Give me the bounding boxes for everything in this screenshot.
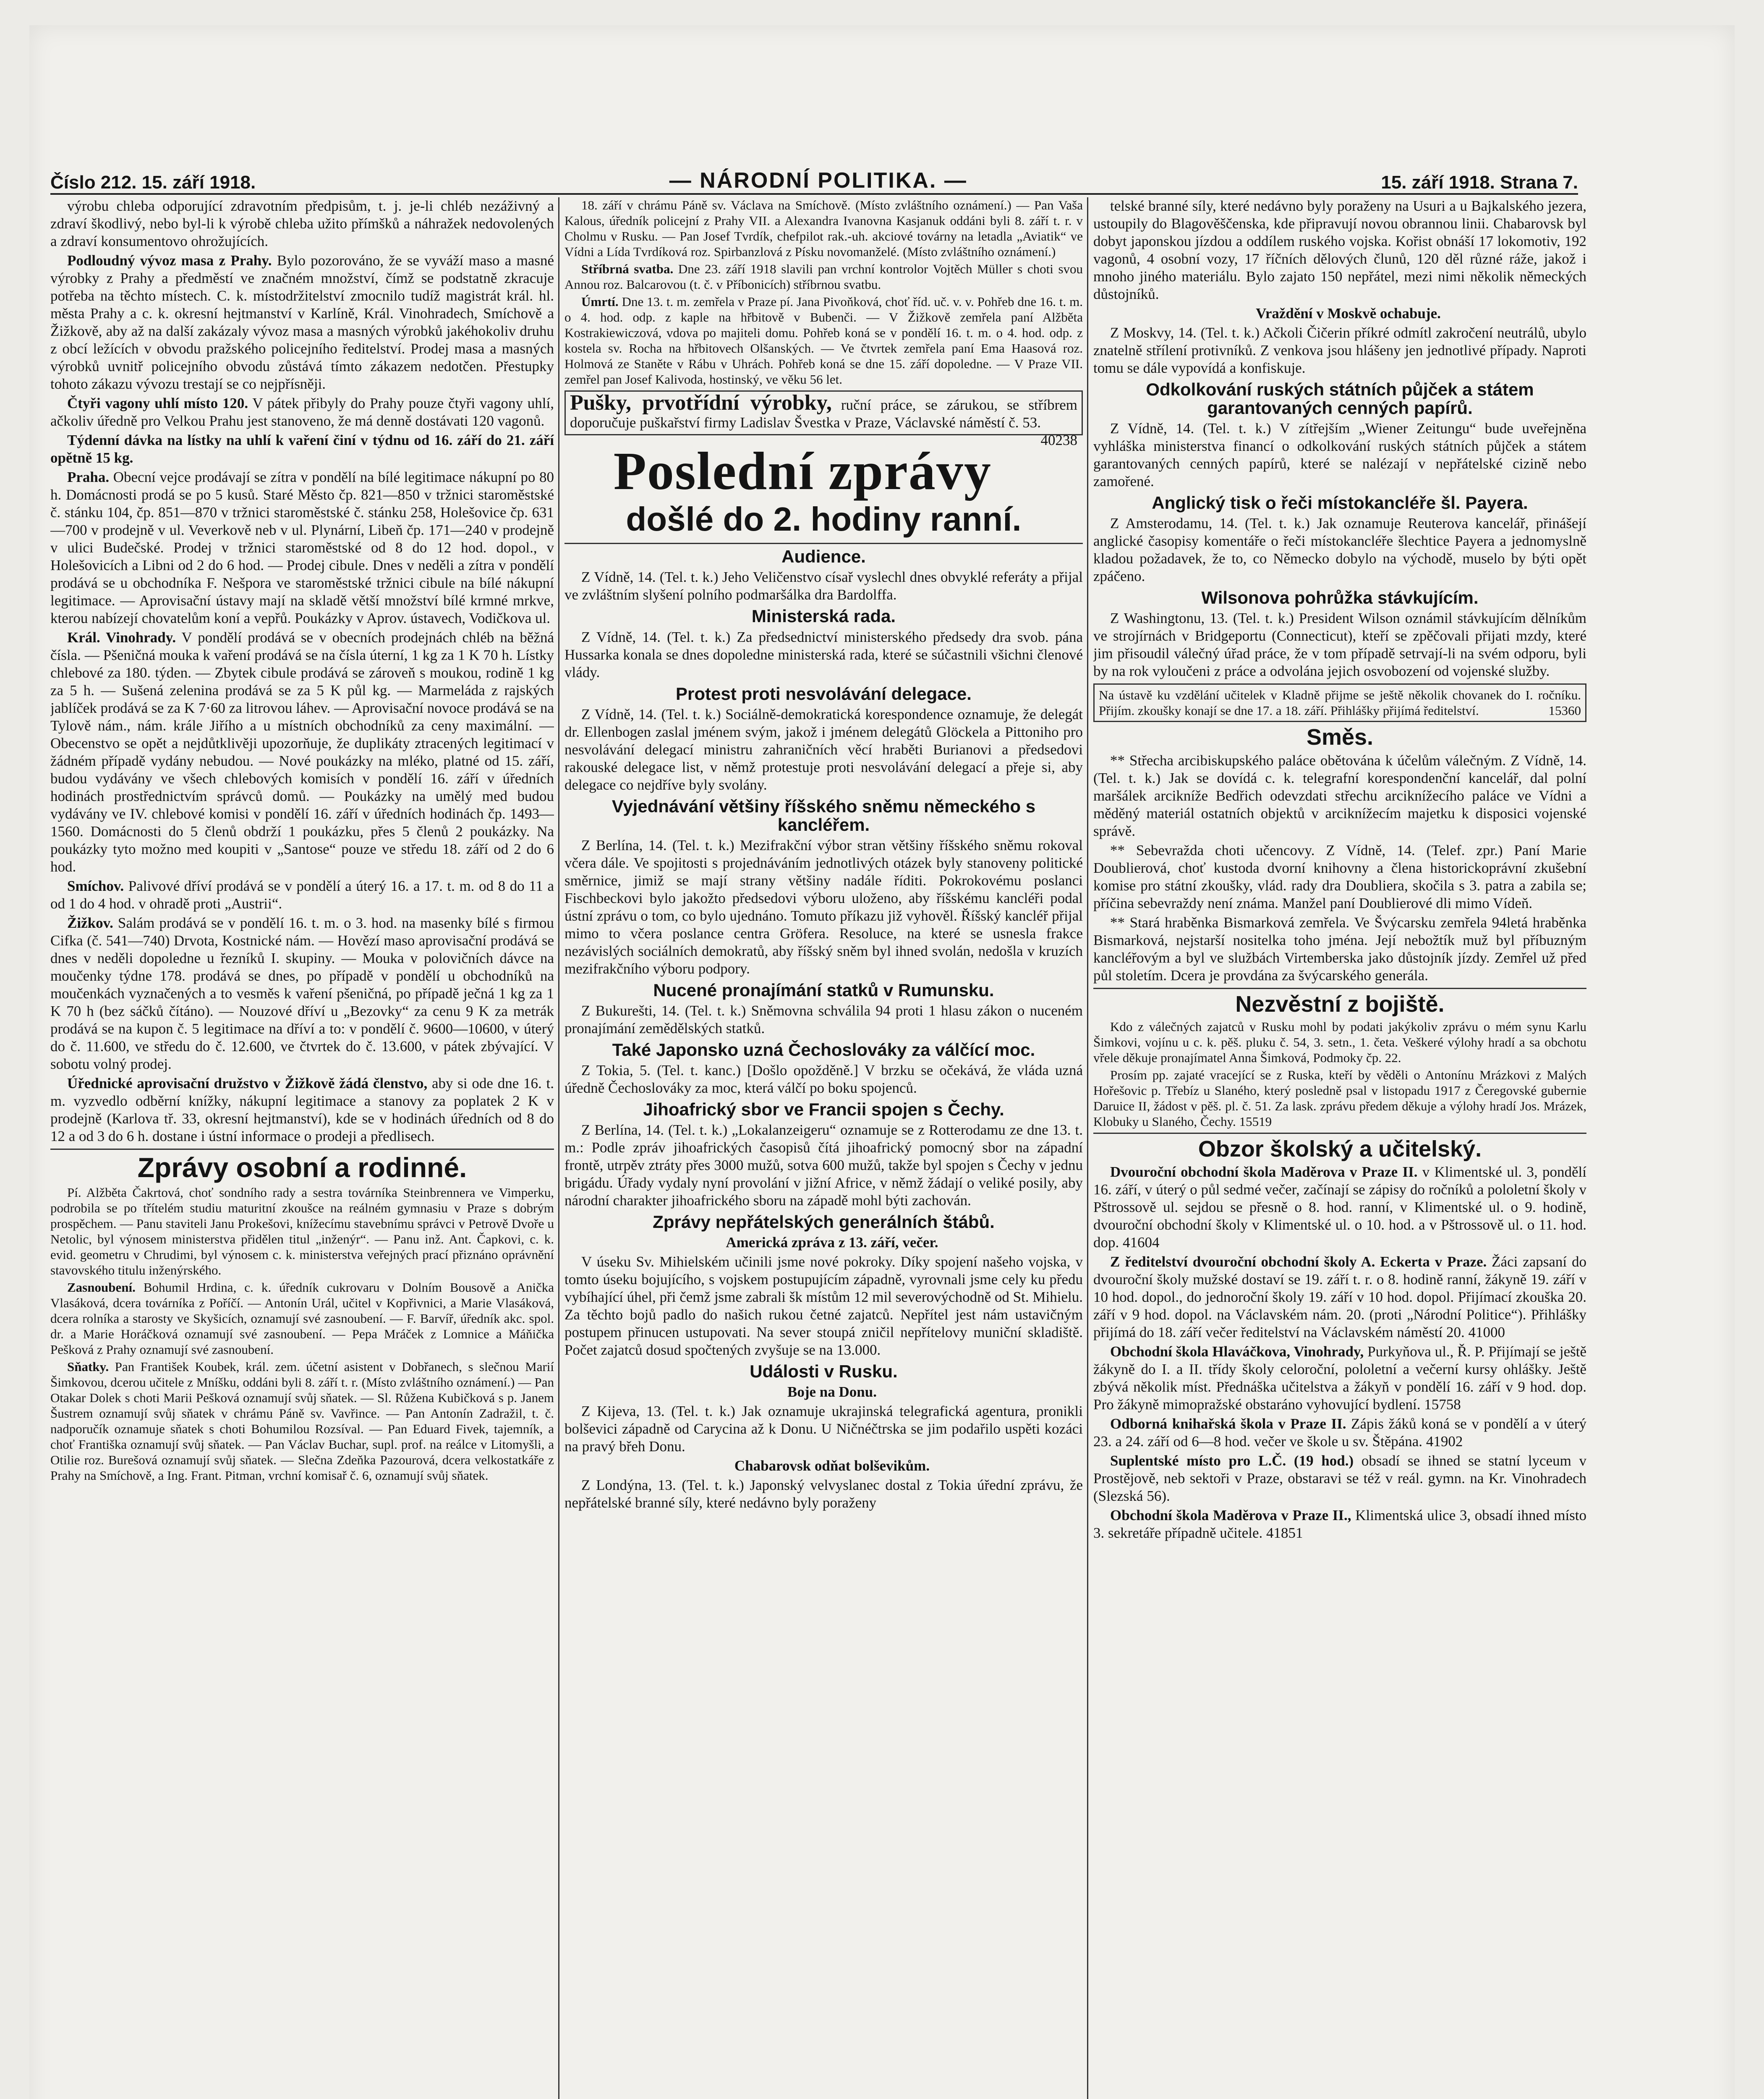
- article-text: ** Sebevražda choti učencovy. Z Vídně, 14. (Telef. zpr.) Paní Marie Doublierová, choť kustoda dvorní knihovny a člena historickoprávní zkušební komise pro státní zkoušky, vlád. rady dra Doubliera, skočila s 3. patra a zabila se; příčina sebevraždy není známa. Manžel paní Doublierové dli mimo Vídeň.: [1093, 842, 1586, 912]
- article-text: Z Vídně, 14. (Tel. t. k.) V zítřejším „Wiener Zeitungu“ bude uveřejněna vyhláška ministerstva financí o odkolkování ruských státních půjček a státem garantovaných cenných papírů, které se nalézají v nepřátelské cizině nebo zamořené.: [1093, 420, 1586, 490]
- subheading: Týdenní dávka na lístky na uhlí k vaření činí v týdnu od 16. září do 21. září opětně 15 kg.: [50, 432, 554, 466]
- divider: [1093, 988, 1586, 989]
- subheading: Čtyři vagony uhlí místo 120.: [67, 395, 248, 411]
- subheading: Zasnoubení.: [67, 1280, 136, 1295]
- ad-code: 15758: [1424, 1396, 1461, 1413]
- subheading: Americká zpráva z 13. září, večer.: [726, 1234, 938, 1251]
- column-3: [1093, 197, 1586, 2099]
- article-text: telské branné síly, které nedávno byly poraženy na Usuri a u Bajkalského jezera, ustoupily do Blagověščenska, kde připravují novou obrannou linii. Chabarovsk byl dobyt japonskou jízdou a oddílem ruského vojska. Kořist obnáší 17 lokomotiv, 192 vagonů, 4 osobní vozy, 17 říčních dělových člunů, 120 děl různé ráže, jakož i mnoho jiného materiálu. Bylo zajato 150 nepřátel, mezi nimi několik německých důstojníků.: [1093, 198, 1586, 302]
- article-text: Z Kijeva, 13. (Tel. t. k.) Jak oznamuje ukrajinská telegrafická agentura, pronikli bolševici západně od Carycina až k Donu. U Ničnéčtrska se jim podařilo uspěti kozáci na pravý břeh Donu.: [564, 1403, 1083, 1455]
- headline: Vyjednávání většiny říšského sněmu německého s kancléřem.: [612, 796, 1036, 835]
- article-text: Z Vídně, 14. (Tel. t. k.) Jeho Veličenstvo císař vyslechl dnes obvyklé referáty a přijal ve zvláštním slyšení polního podmaršálka dra Bardolffa.: [564, 569, 1083, 603]
- ad-code: 41851: [1266, 1525, 1303, 1542]
- ad-code: 41000: [1468, 1324, 1505, 1341]
- article-text: ** Střecha arcibiskupského paláce obětována k účelům válečným. Z Vídně, 14. (Tel. t. k.) Jak se dovídá c. k. telegrafní korespondenční kancelář, dal polní maršálek arcikníže Bedřich odevzdati střechu arciknížecího paláce ve Vídni a měděný materiál ostatních objektů v arciknížecím majetku k disposici vojenské správě.: [1093, 752, 1586, 840]
- headline: Události v Rusku.: [750, 1361, 898, 1382]
- headline: Ministerská rada.: [751, 606, 896, 626]
- article-text: Z Tokia, 5. (Tel. t. kanc.) [Došlo opožděně.] V brzku se očekává, že vláda uzná úředně Čechoslováky za moc, která válčí po boku spojenců.: [564, 1062, 1083, 1097]
- article-text: Z Berlína, 14. (Tel. t. k.) Mezifrakční výbor stran většiny říšského sněmu rokoval včera dále. Ve spojitosti s projednáváním jednotlivých otázek byly stanoveny politické směrnice, jimiž se mají strany většiny nadále říditi. Pokrokovému poslanci Fischbeckovi bylo jakožto předsedovi výboru uloženo, aby říšskému kancléři podal ústní zprávu o tom, co bylo ujednáno. Tomuto příkazu již vyhověl. Říšský kancléř přijal mimo to včera poslance centra Gröfera. Resoluce, na které se usnesla frakce nezávislých sociálních demokratů, aby říšský sněm byl ihned svolán, nedošla v kruzích mezifrakčního výboru podpory.: [564, 837, 1083, 977]
- article-text: 18. září v chrámu Páně sv. Václava na Smíchově. (Místo zvláštního oznámení.) — Pan Vaša Kalous, úředník policejní z Prahy VII. a Alexandra Ivanovna Kasjanuk oddáni byli 8. září t. r. v Cholmu v Rusku. — Pan Josef Tvrdík, chefpilot rak.-uh. akciové továrny na letadla „Aviatik“ ve Vídni a Lída Tvrdíková roz. Spirbanzlová z Písku novomanželé. (Místo zvláštního oznámení.): [564, 198, 1083, 259]
- masthead-page: 15. září 1918. Strana 7.: [1381, 172, 1578, 193]
- headline: Audience.: [781, 547, 866, 567]
- article-text: V pátek přibyly do Prahy pouze čtyři vagony uhlí, ačkoliv úředně pro Velkou Prahu jest stanoveno, že má denně dostávati 120 vagonů.: [50, 395, 554, 429]
- subheading: Sňatky.: [67, 1359, 109, 1374]
- divider: [1093, 1133, 1586, 1134]
- article-text: Purkyňova ul., Ř. P. Přijímají se ještě žákyně do I. a II. třídy školy celoroční, pololetní a večerní kursy ohlášky. Ještě zbývá několik míst. Přednáška učitelstva a žákyň v pondělí 16. září v 9 hod. dop. Pro žákyně mimopražské obstaráno vyhovující bydlení.: [1093, 1343, 1586, 1413]
- article-text: Dne 13. t. m. zemřela v Praze pí. Jana Pivoňková, choť říd. uč. v. v. Pohřeb dne 16. t. m. o 4. hod. odp. z kaple na hřbitově v Bubenči. — V Žižkově zemřela paní Alžběta Kostrakiewiczová, vdova po majiteli domu. Pohřeb koná se v pondělí 16. t. m. o 4. hod. odp. z kostela sv. Rocha na hřbitovech Olšanských. — Ve čtvrtek zemřela paní Ema Haasová roz. Holmová ze Staněte v Rábu v Uhrách. Pohřeb koná se dne 15. září dopoledne. — V Praze VII. zemřel pan Josef Kalivoda, hostinský, ve věku 56 let.: [564, 294, 1083, 387]
- subheading: Obchodní škola Maděrova v Praze II.,: [1110, 1507, 1351, 1524]
- subheading: Odborná knihařská škola v Praze II.: [1110, 1416, 1346, 1432]
- subheading: Vraždění v Moskvě ochabuje.: [1256, 305, 1441, 322]
- headline: Anglický tisk o řeči místokancléře šl. Payera.: [1152, 493, 1528, 513]
- article-text: Z Washingtonu, 13. (Tel. t. k.) President Wilson oznámil stávkujícím dělníkům ve strojírnách v Bridgeportu (Connecticut), kteří se zpěčovali přijati mzdy, které jim přisoudil válečný úřad práce, že v tom případě setrvají-li na svém odporu, byli by na rok vyloučeni z práce a odvolána jejich osvobození od vojenské služby.: [1093, 610, 1586, 680]
- article-text: Pan František Koubek, král. zem. účetní asistent v Dobřanech, s slečnou Marií Šimkovou, dcerou učitele z Mníšku, oddáni byli 8. září t. r. (Místo zvláštního oznámení.) — Pan Otakar Dolek s choti Marii Pešková oznamují svůj sňatek. — Sl. Růžena Kubičková s p. Janem Šustrem oznamují svůj sňatek v chrámu Páně sv. Vavřince. — Pan Antonín Zadražil, t. č. nadporučík oznamuje sňatek s choti Bohumilou Rozsíval. — Pan Eduard Fivek, tajemník, a choť Františka oznamují svůj sňatek. — Pan Václav Buchar, supl. prof. na reálce v Litomyšli, a Otilie roz. Burešová oznamují svůj sňatek. — Slečna Zdeňka Pazourová, dcera velkostatkáře z Prahy na Smíchově, a Ing. Frant. Pitman, vrchní komisař č. 6, oznamují svůj sňatek.: [50, 1359, 554, 1483]
- column-2: [564, 197, 1083, 2099]
- article-text: v Klimentské ul. 3, pondělí 16. září, v úterý o půl sedmé večer, začínají se zápisy do ročníků a pololetní školy v Pštrossově ul. sejdou se přesně o 8. hod. ranní, v Klimentské ul. o 9. hodině, dvouroční obchodní školy v Klimentské ul. o 10. hod. a v Pštrossově ul. o 11. hod. dop.: [1093, 1164, 1586, 1251]
- ad-text: ruční práce, se zárukou, se stříbrem doporučuje puškařství firmy Ladislav Švestka v Praze, Václavské náměstí č. 53.: [570, 397, 1078, 431]
- masthead-title: — NÁRODNÍ POLITIKA. —: [669, 168, 967, 193]
- divider: [50, 1149, 554, 1150]
- article-text: Z Vídně, 14. (Tel. t. k.) Sociálně-demokratická korespondence oznamuje, že delegát dr. Ellenbogen zaslal jménem svým, jakož i jménem delegátů Glöckela a Pittoniho pro nesvolávání delegací ministru zahraničních věcí hraběti Burianovi a předsedovi rakouské delegace list, v němž protestuje proti nesvolávání delegací a přeje si, aby delegace co nejdříve byly svolány.: [564, 706, 1083, 793]
- column-rule: [1087, 197, 1088, 2099]
- article-text: Obecní vejce prodávají se zítra v pondělí na bílé legitimace nákupní po 80 h. Domácnosti prodá se po 5 kusů. Staré Město čp. 821—850 v tržnici staroměstské č. stánku 104, čp. 851—870 v tržnici staroměstské č. stánku 258, Holešovice čp. 631—700 v prodejně v ul. Veverkově neb v ul. Plynární, Libeň čp. 171—240 v prodejně v ulici Budečské. Prodej v tržnici staroměstské od 8 do 12 hod. dopol., v Holešovicích a Libni od 2 do 6 hod. — Prodej cibule. Dnes v neděli a zítra v pondělí prodává se u obchodníka F. Nešpora ve staroměstské tržnici cibule na bílé nákupní legitimace. — Aprovisační ústavy mají na skladě větší množství bílé krmné mrkve, kterou nabízejí chovatelům koní a vepřů. Poukázky v Aprov. ústavech, Vodičkova ul.: [50, 469, 554, 626]
- section-heading: Směs.: [1306, 725, 1374, 750]
- headline: Protest proti nesvolávání delegace.: [676, 683, 972, 704]
- notice-box: [1093, 683, 1586, 722]
- subheading: Podloudný vývoz masa z Prahy.: [67, 252, 272, 269]
- headline: Odkolkování ruských státních půjček a státem garantovaných cenných papírů.: [1146, 379, 1534, 418]
- article-text: aby si ode dne 16. t. m. vyzvedlo odběrní knížky, nákupní legitimace a stanovy za poplatek 2 K v prodejně (Karlova tř. 33, okresní hejtmanství), kde se v hodinách úředních od 8 do 12 a od 3 do 6 h. dostane i ústní informace o prodeji a předlisech.: [50, 1075, 554, 1144]
- column-1: [50, 197, 554, 2099]
- notice-text: Na ústavě ku vzdělání učitelek v Kladně přijme se ještě několik chovanek do I. ročníku. Přijím. zkoušky konají se dne 17. a 18. září. Přihlášky přijímá ředitelství.: [1099, 688, 1581, 718]
- article-text: Pí. Alžběta Čakrtová, choť sondního rady a sestra továrníka Steinbrennera ve Vimperku, podrobila se po třítelém studiu maturitní zkoušce na reálném gymnasiu v Praze s dobrým prospěchem. — Panu staviteli Janu Prokešovi, knížecímu stavebnímu správci v Petrově Dvoře u Netolic, byl výnosem ministerstva přidělen titul „inženýr“. — Panu inž. Ant. Čapkovi, c. k. evid. geometru v Chrudimi, byl výnosem c. k. ministerstva veřejných prací přiznáno oprávnění stavovského titulu inženýrského.: [50, 1185, 554, 1278]
- subheading: Stříbrná svatba.: [581, 262, 674, 276]
- section-heading: Obzor školský a učitelský.: [1198, 1136, 1482, 1162]
- article-text: Salám prodává se v pondělí 16. t. m. o 3. hod. na masenky bílé s firmou Cifka (č. 541—740) Drvota, Kostnické nám. — Hovězí maso aprovisační prodává se dnes v neděli dopoledne u řezníků I. skupiny. — Mouka v polovičních dávce na moučenky týdne 178. prodává se dnes, po případě v pondělí u obchodníků na moučenkách vyznačených a to vesměs k vaření pšeničná, po případě ječná 1 kg za 1 K 70 h (bez sáčků čítáno). — Nouzové dříví u „Bezovky“ za cenu 9 K za metrák prodává se na kupon č. 5 legitimace na dříví a to: v pondělí č. 9600—10600, v úterý do č. 11.600, ve středu do č. 12.600, ve čtvrtek do č. 13.600, v pátek zbývající. V sobotu volný prodej.: [50, 915, 554, 1072]
- article-text: Z Londýna, 13. (Tel. t. k.) Japonský velvyslanec dostal z Tokia úřední zprávu, že nepřátelské branné síly, které nedávno byly poraženy: [564, 1477, 1083, 1511]
- headline: Jihoafrický sbor ve Francii spojen s Čechy.: [643, 1099, 1004, 1120]
- subheading: Dvouroční obchodní škola Maděrova v Praze II.: [1110, 1164, 1418, 1180]
- article-text: Prosím pp. zajaté vracející se z Ruska, kteří by věděli o Antonínu Mrázkovi z Malých Hořešovic p. Třebíz u Slaného, který posledně psal v listopadu 1917 z Čeregovské gubernie Daruice II, žádost v pěš. pl. č. 51. Za lask. zprávu předem děkuje a výlohy hradí Jos. Mrázek, Klobuky u Slaného, Čechy.: [1093, 1067, 1586, 1129]
- article-text: V úseku Sv. Mihielském učinili jsme nové pokroky. Díky spojení našeho vojska, v tomto úseku bojujícího, s vojskem postupujícím západně, vyrovnali jsme cely ku předu vybíhající úhel, při čemž jsme zabrali šk místům 12 mil severovýchodně od St. Mihielu. Za těchto bojů padlo do našich rukou četné zajatců. Nepřítel jest nám ustavičným postupem přinucen ustupovati. Na sever stoupá zničil nepřítelovy muniční skladiště. Počet zajatců dosud spočtených zvyšuje se na 13.000.: [564, 1254, 1083, 1358]
- article-text: Bohumil Hrdina, c. k. úředník cukrovaru v Dolním Bousově a Anička Vlasáková, dcera továrníka z Poříčí. — Antonín Urál, učitel v Kopřivnici, a Marie Vlasáková, dcera rolníka a starosty ve Skyšicích, oznamují své zasnoubení. — F. Barvíř, úředník akc. spol. dr. a Marie Horáčková oznamují své zasnoubení. — Pepa Mráček z Lomnice a Máňička Pešková z Prahy oznamují své zasnoubení.: [50, 1280, 554, 1357]
- subheading: Praha.: [67, 469, 110, 485]
- masthead-issue: Číslo 212. 15. září 1918.: [50, 172, 256, 193]
- divider: [564, 543, 1083, 544]
- article-text: Klimentská ulice 3, obsadí ihned místo 3. sekretáře případně učitele.: [1093, 1507, 1586, 1542]
- ad-code: 40238: [1040, 432, 1077, 448]
- subheading: Boje na Donu.: [787, 1384, 877, 1400]
- column-rule: [558, 197, 559, 2099]
- article-text: Z Berlína, 14. (Tel. t. k.) „Lokalanzeigeru“ oznamuje se z Rotterodamu ze dne 13. t. m.: Podle zpráv jihoafrických časopisů čítá jihoafrický pomocný sbor na západní frontě, utrpěv ztráty přes 3000 mužů, sotva 600 mužů, takže byl spojen s Čechy v jednu brigádu. Úřady vydaly nyní provolání v jižní Africe, v němž žádají o veliké posily, aby národní charakter jihoafrického sboru na západě mohl býti zachován.: [564, 1122, 1083, 1209]
- article-text: V pondělí prodává se v obecních prodejnách chléb na běžná čísla. — Pšeničná mouka k vaření prodává se na čísla úterní, 1 kg za 1 K 70 h. Lístky chlebové za 180. týden. — Zbytek cibule prodává se zároveň s moukou, rodině 1 kg za 5 h. — Sušená zelenina prodává se za 5 K půl kg. — Marmeláda z rajských jablíček prodává se za K 7·60 za litrovou láhev. — Aprovisační novoce prodává se na Tylově nám., nám. krále Jiřího a u místních obchodníků za ceny maximální. — Obecenstvo se opět a nejdůtklivěji upozorňuje, že duplikáty ztracených legitimací v žádném případě vydány nebudou. — Nové poukázky na mléko, platné od 15. září, budou vydávány ve všech chlebových komisích v pondělí 16. září v úředních hodinách prostřednictvím správců domů. — Poukázky na umělý med budou vydávány ve IV. chlebové komisi v pondělí 16. září v úředních hodinách čp. 1493—1560. Domácnosti do 5 členů obdrží 1 poukázku, přes 5 členů 2 poukázky. Na poukázky tyto možno med koupiti v „Santose“ pouze ve středu 18. září od 2 do 6 hod.: [50, 629, 554, 875]
- article-text: Z Moskvy, 14. (Tel. t. k.) Ačkoli Čičerin příkré odmítl zakročení neutrálů, ubylo znatelně střílení protivníků. Z venkova jsou hlášeny jen jednotlivé případy. Naproti tomu se dále vypovídá a konfiskuje.: [1093, 325, 1586, 376]
- article-text: Z Amsterodamu, 14. (Tel. t. k.) Jak oznamuje Reuterova kancelář, přinášejí anglické časopisy komentáře o řeči místokancléře šlechtice Payera a jednomyslně kladou požadavek, že to, co Německo dobylo na východě, muselo by býti opět zpáčeno.: [1093, 515, 1586, 585]
- advertisement: [564, 390, 1083, 448]
- subheading: Chabarovsk odňat bolševikům.: [734, 1458, 930, 1474]
- late-news-banner: Poslední zprávy: [613, 441, 992, 501]
- headline: Také Japonsko uzná Čechoslováky za válčící moc.: [612, 1039, 1035, 1060]
- ad-code: 41902: [1426, 1433, 1463, 1450]
- section-heading: Zprávy osobní a rodinné.: [137, 1152, 467, 1183]
- article-text: Kdo z válečných zajatců v Rusku mohl by podati jakýkoliv zprávu o mém synu Karlu Šimkovi, vojínu u c. k. pěš. pluku č. 54, 3. setn., 1. četa. Veškeré výlohy hradí a sa obchotu vřele děkuje pronajímatel Anna Šimková, Podmoky čp. 22.: [1093, 1019, 1586, 1065]
- ad-code: 15519: [1239, 1114, 1272, 1129]
- article-text: Zápis žáků koná se v pondělí a v úterý 23. a 24. září od 6—8 hod. večer ve škole u sv. Štěpána.: [1093, 1416, 1586, 1450]
- subheading: Z ředitelství dvouroční obchodní školy A. Eckerta v Praze.: [1110, 1254, 1487, 1270]
- subheading: Žižkov.: [67, 915, 113, 931]
- subheading: Úmrtí.: [581, 294, 619, 309]
- section-heading: Nezvěstní z bojiště.: [1235, 992, 1445, 1017]
- article-text: výrobu chleba odporující zdravotním předpisům, t. j. je-li chléb nezáživný a zdraví škodlivý, nebo byl-li k výrobě chleba užito přímšků a náhražek nedovolených a zdraví konsumentovo ohrožujících.: [50, 198, 554, 249]
- notice-code: 15360: [1548, 703, 1581, 718]
- subheading: Obchodní škola Hlaváčkova, Vinohrady,: [1110, 1343, 1364, 1360]
- subheading: Úřednické aprovisační družstvo v Žižkově žádá členstvo,: [67, 1075, 428, 1091]
- ad-title: Pušky, prvotřídní výrobky,: [570, 391, 832, 415]
- headline: Wilsonova pohrůžka stávkujícím.: [1201, 588, 1479, 608]
- article-text: Žáci zapsaní do dvouroční školy mužské dostaví se 19. září t. r. o 8. hodině ranní, žákyně 19. září v 10 hod. dopol., do jednoroční školy 19. září v 10 hod. dopol. Přijímací zkouška 20. září v 9 hod. dopol. na Václavském nám. 20. (proti „Národní Politice“). Přihlášky přijímá do 18. září večer ředitelství na Václavském náměstí 20.: [1093, 1254, 1586, 1341]
- ad-code: 41604: [1123, 1234, 1160, 1251]
- subheading: Suplentské místo pro L.Č. (19 hod.): [1110, 1453, 1354, 1469]
- article-text: Dne 23. září 1918 slavili pan vrchní kontrolor Vojtěch Müller s choti svou Annou roz. Balcarovou (t. č. v Příbonicích) stříbrnou svatbu.: [564, 262, 1083, 292]
- article-text: Z Bukurešti, 14. (Tel. t. k.) Sněmovna schválila 94 proti 1 hlasu zákon o nuceném pronajímání zemědělských statků.: [564, 1002, 1083, 1036]
- headline: Zprávy nepřátelských generálních štábů.: [653, 1212, 995, 1232]
- subheading: Král. Vinohrady.: [67, 629, 176, 646]
- masthead: [50, 162, 1578, 195]
- article-text: Bylo pozorováno, že se vyváží maso a masné výrobky z Prahy a předměstí ve značném množství, čímž se podstatně zkracuje potřeba na těchto místech. C. k. místodržitelství zmocnilo tudíž magistrát král. hl. města Prahy a c. k. okresní hejtmanství v Karlíně, Král. Vinohradech, Smíchově a Žižkově, aby až na další zakázaly vývoz masa a masných výrobků jakéhokoliv druhu z obcí ležících v obvodu pražského policejního ředitelství. Prodej masa a masných výrobků uvnitř policejního obvodu zůstává tímto zákazem nedotčen. Přestupky tohoto zákazu vývozu trestají se co nejpřísněji.: [50, 252, 554, 392]
- article-text: obsadí se ihned se statní lyceum v Prostějově, neb sektoři v Praze, obstaravi se též v reál. gymn. na Kr. Vinohradech (Slezská 56).: [1093, 1453, 1586, 1505]
- subheading: Smíchov.: [67, 878, 124, 894]
- article-text: Z Vídně, 14. (Tel. t. k.) Za předsednictví ministerského předsedy dra svob. pána Hussarka konala se dnes dopoledne ministerská rada, které se súčastnili všichni členové vlády.: [564, 628, 1083, 680]
- late-news-subtitle: došlé do 2. hodiny ranní.: [626, 500, 1022, 538]
- article-text: ** Stará hraběnka Bismarková zemřela. Ve Švýcarsku zemřela 94letá hraběnka Bismarková, nejstarší nositelka toho jména. Její nebožtík muž byl příbuzným kancléřovým a byl ve službách Virtemberska jako důstojník jízdy. Zemřel už před půl stoletím. Dcera je provdána za švýcarského generála.: [1093, 914, 1586, 984]
- headline: Nucené pronajímání statků v Rumunsku.: [653, 980, 994, 1000]
- article-text: Palivové dříví prodává se v pondělí a úterý 16. a 17. t. m. od 8 do 11 a od 1 do 4 hod. v ohradě proti „Austrii“.: [50, 878, 554, 912]
